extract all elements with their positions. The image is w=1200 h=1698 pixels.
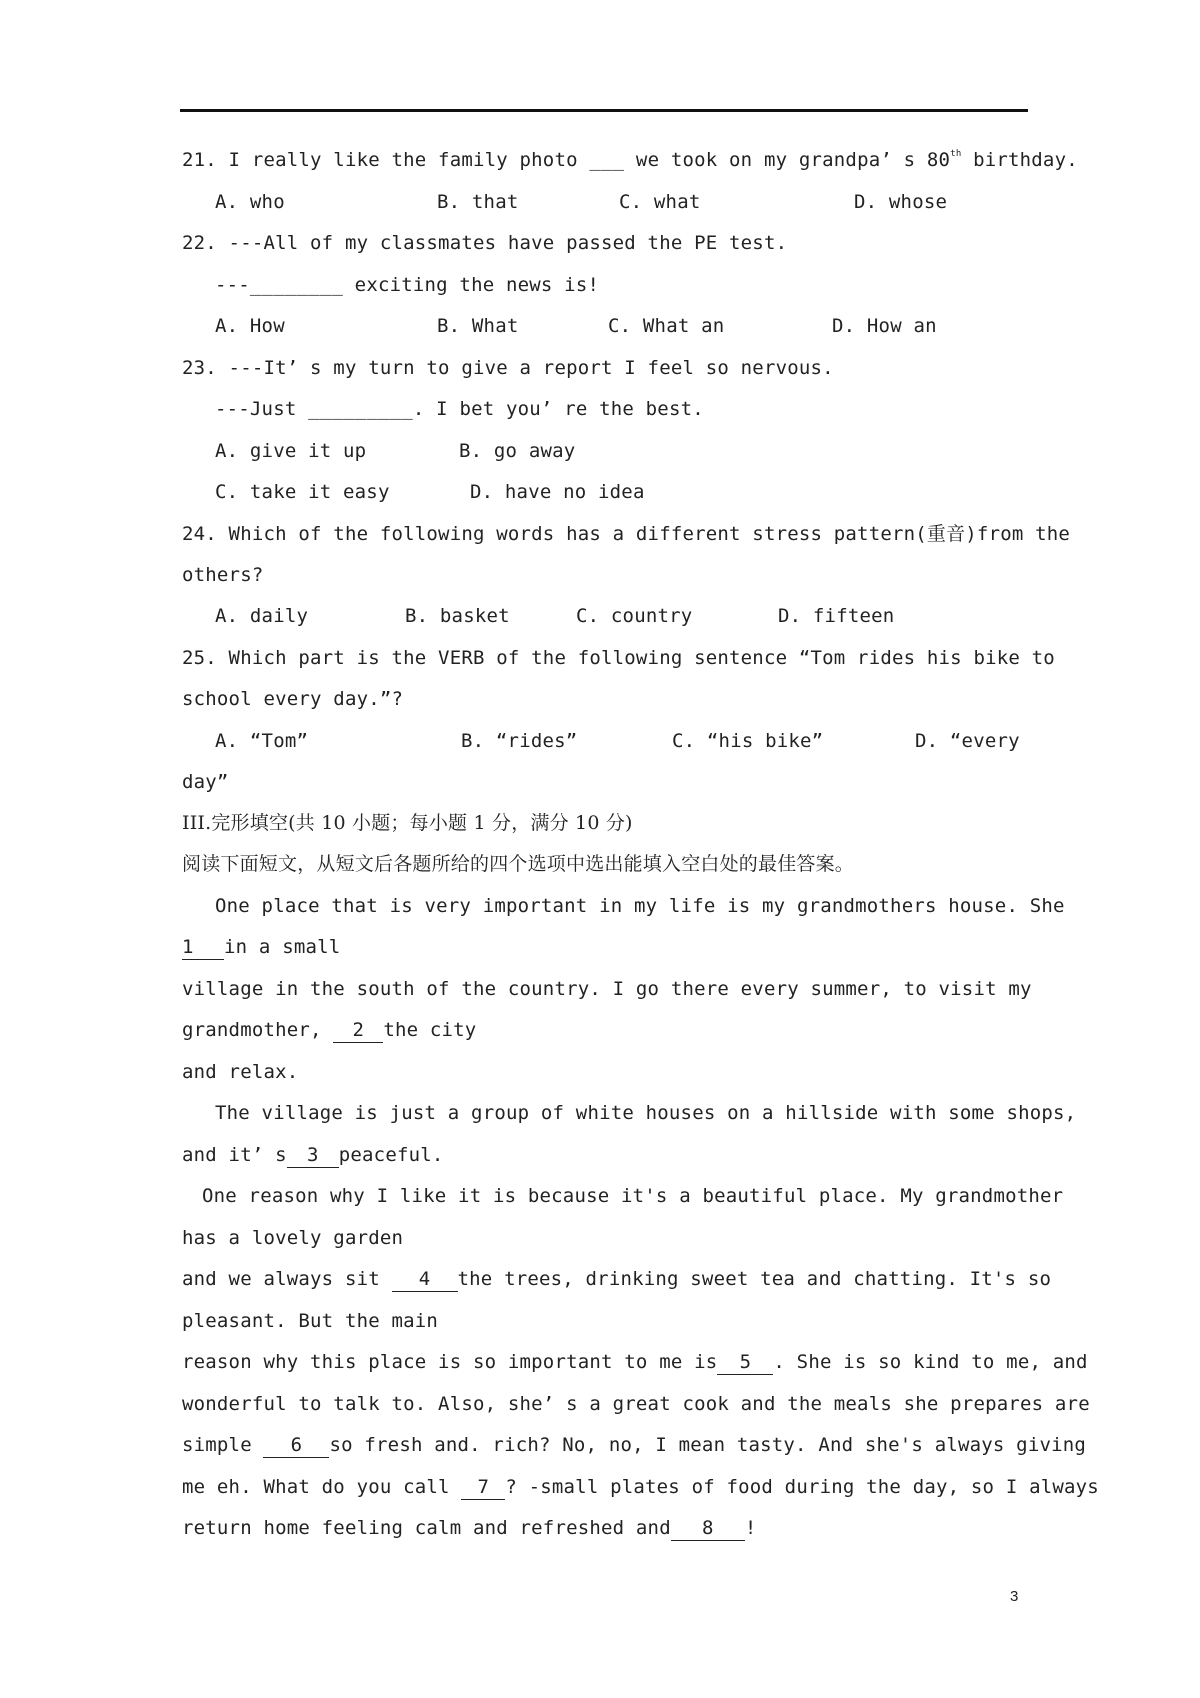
passage-line: and relax. [182,1061,299,1083]
passage-text: and we always sit [182,1268,392,1290]
passage-text: ? -small plates of food during the day, so I always [505,1476,1099,1498]
page-number: 3 [1010,1588,1019,1605]
q25-option-d[interactable]: D. “every [915,730,1020,752]
passage-text: so fresh and. rich? No, no, I mean tasty. And she's always giving [329,1434,1087,1456]
q23-reply-suffix: . I bet you’ re the best. [412,398,704,420]
q24-option-b[interactable]: B. basket [405,605,510,627]
q24-option-a[interactable]: A. daily [215,605,309,627]
question-25-options [0,729,1200,753]
q21-stem-part: we took on my grandpa’ s 80 [624,149,951,171]
blank-4[interactable]: 4 [392,1267,458,1292]
passage-line: has a lovely garden [182,1227,404,1249]
passage-line [182,1267,1051,1292]
blank-6[interactable]: 6 [263,1433,329,1458]
passage-line: wonderful to talk to. Also, she’ s a great cook and the meals she prepares are [182,1393,1090,1415]
q21-option-d[interactable]: D. whose [854,191,948,213]
question-25-option-d-tail: day” [182,771,229,793]
question-24-stem-line1: 24. Which of the following words has a different stress pattern(重音)from the [182,523,1071,545]
q21-option-b[interactable]: B. that [437,191,519,213]
passage-text: ! [744,1517,757,1539]
passage-text: the city [383,1019,477,1041]
q23-option-d[interactable]: D. have no idea [470,481,645,503]
passage-text: reason why this place is so important to me is [182,1351,718,1373]
blank-7[interactable]: 7 [461,1475,505,1500]
q22-blank: ________ [249,274,344,296]
question-21-stem [182,148,1078,172]
blank-2[interactable]: 2 [333,1018,383,1043]
passage-text: peaceful. [338,1144,444,1166]
q23-option-c[interactable]: C. take it easy [215,481,390,503]
passage-line [182,1433,1086,1458]
passage-line: One place that is very important in my life is my grandmothers house. She [215,895,1065,917]
q21-option-c[interactable]: C. what [619,191,701,213]
question-25-stem-line2: school every day.”? [182,688,404,710]
q22-option-b[interactable]: B. What [437,315,519,337]
q23-blank: _________ [308,398,413,420]
q22-reply-prefix: --- [215,274,250,296]
passage-text: grandmother, [182,1019,334,1041]
question-22-reply [215,273,599,297]
q24-option-c[interactable]: C. country [576,605,693,627]
passage-line [182,1516,756,1541]
q21-option-a[interactable]: A. who [215,191,285,213]
passage-line [182,1350,1088,1375]
passage-text: the trees, drinking sweet tea and chatting. It's so [457,1268,1052,1290]
q25-option-b[interactable]: B. “rides” [461,730,578,752]
q21-superscript: th [950,149,962,159]
question-22-stem: 22. ---All of my classmates have passed the PE test. [182,232,788,254]
passage-text: return home feeling calm and refreshed and [182,1517,671,1539]
passage-line [182,1018,476,1043]
blank-3[interactable]: 3 [287,1143,339,1168]
q22-reply-suffix: exciting the news is! [343,274,600,296]
question-23-stem: 23. ---It’ s my turn to give a report I feel so nervous. [182,357,834,379]
passage-line [182,1475,1099,1500]
blank-8[interactable]: 8 [671,1516,745,1541]
passage-line [182,935,340,960]
q23-reply-prefix: ---Just [215,398,309,420]
q21-stem-part: 21. I really like the family photo [182,149,590,171]
q21-stem-part: birthday. [961,149,1078,171]
q25-option-c[interactable]: C. “his bike” [672,730,824,752]
passage-line: One reason why I like it is because it's a beautiful place. My grandmother [202,1185,1064,1207]
q21-blank: ___ [589,149,625,171]
passage-line: The village is just a group of white houses on a hillside with some shops, [215,1102,1077,1124]
passage-line: pleasant. But the main [182,1310,439,1332]
question-25-stem-line1: 25. Which part is the VERB of the following sentence “Tom rides his bike to [182,647,1055,669]
question-24-stem-line2: others? [182,564,264,586]
passage-text: and it’ s [182,1144,287,1166]
question-24-options [0,604,1200,628]
question-23-options-row1 [0,439,1200,463]
q25-option-a[interactable]: A. “Tom” [215,730,309,752]
passage-text: in a small [224,936,341,958]
q23-option-b[interactable]: B. go away [459,440,576,462]
blank-1[interactable]: 1 [182,935,224,960]
passage-line [182,1143,444,1168]
header-rule [180,109,1028,112]
q24-option-d[interactable]: D. fifteen [778,605,895,627]
passage-text: me eh. What do you call [182,1476,462,1498]
passage-line: village in the south of the country. I go there every summer, to visit my [182,978,1032,1000]
question-23-reply [215,397,704,421]
question-22-options [0,314,1200,338]
q23-option-a[interactable]: A. give it up [215,440,367,462]
q22-option-d[interactable]: D. How an [832,315,937,337]
passage-text: simple [182,1434,264,1456]
passage-text: . She is so kind to me, and [773,1351,1088,1373]
question-21-options [0,190,1200,214]
section-heading: III.完形填空(共 10 小题；每小题 1 分，满分 10 分) [182,812,633,834]
section-instruction: 阅读下面短文，从短文后各题所给的四个选项中选出能填入空白处的最佳答案。 [182,853,855,875]
q22-option-c[interactable]: C. What an [608,315,725,337]
question-23-options-row2 [0,480,1200,504]
q22-option-a[interactable]: A. How [215,315,285,337]
blank-5[interactable]: 5 [717,1350,773,1375]
